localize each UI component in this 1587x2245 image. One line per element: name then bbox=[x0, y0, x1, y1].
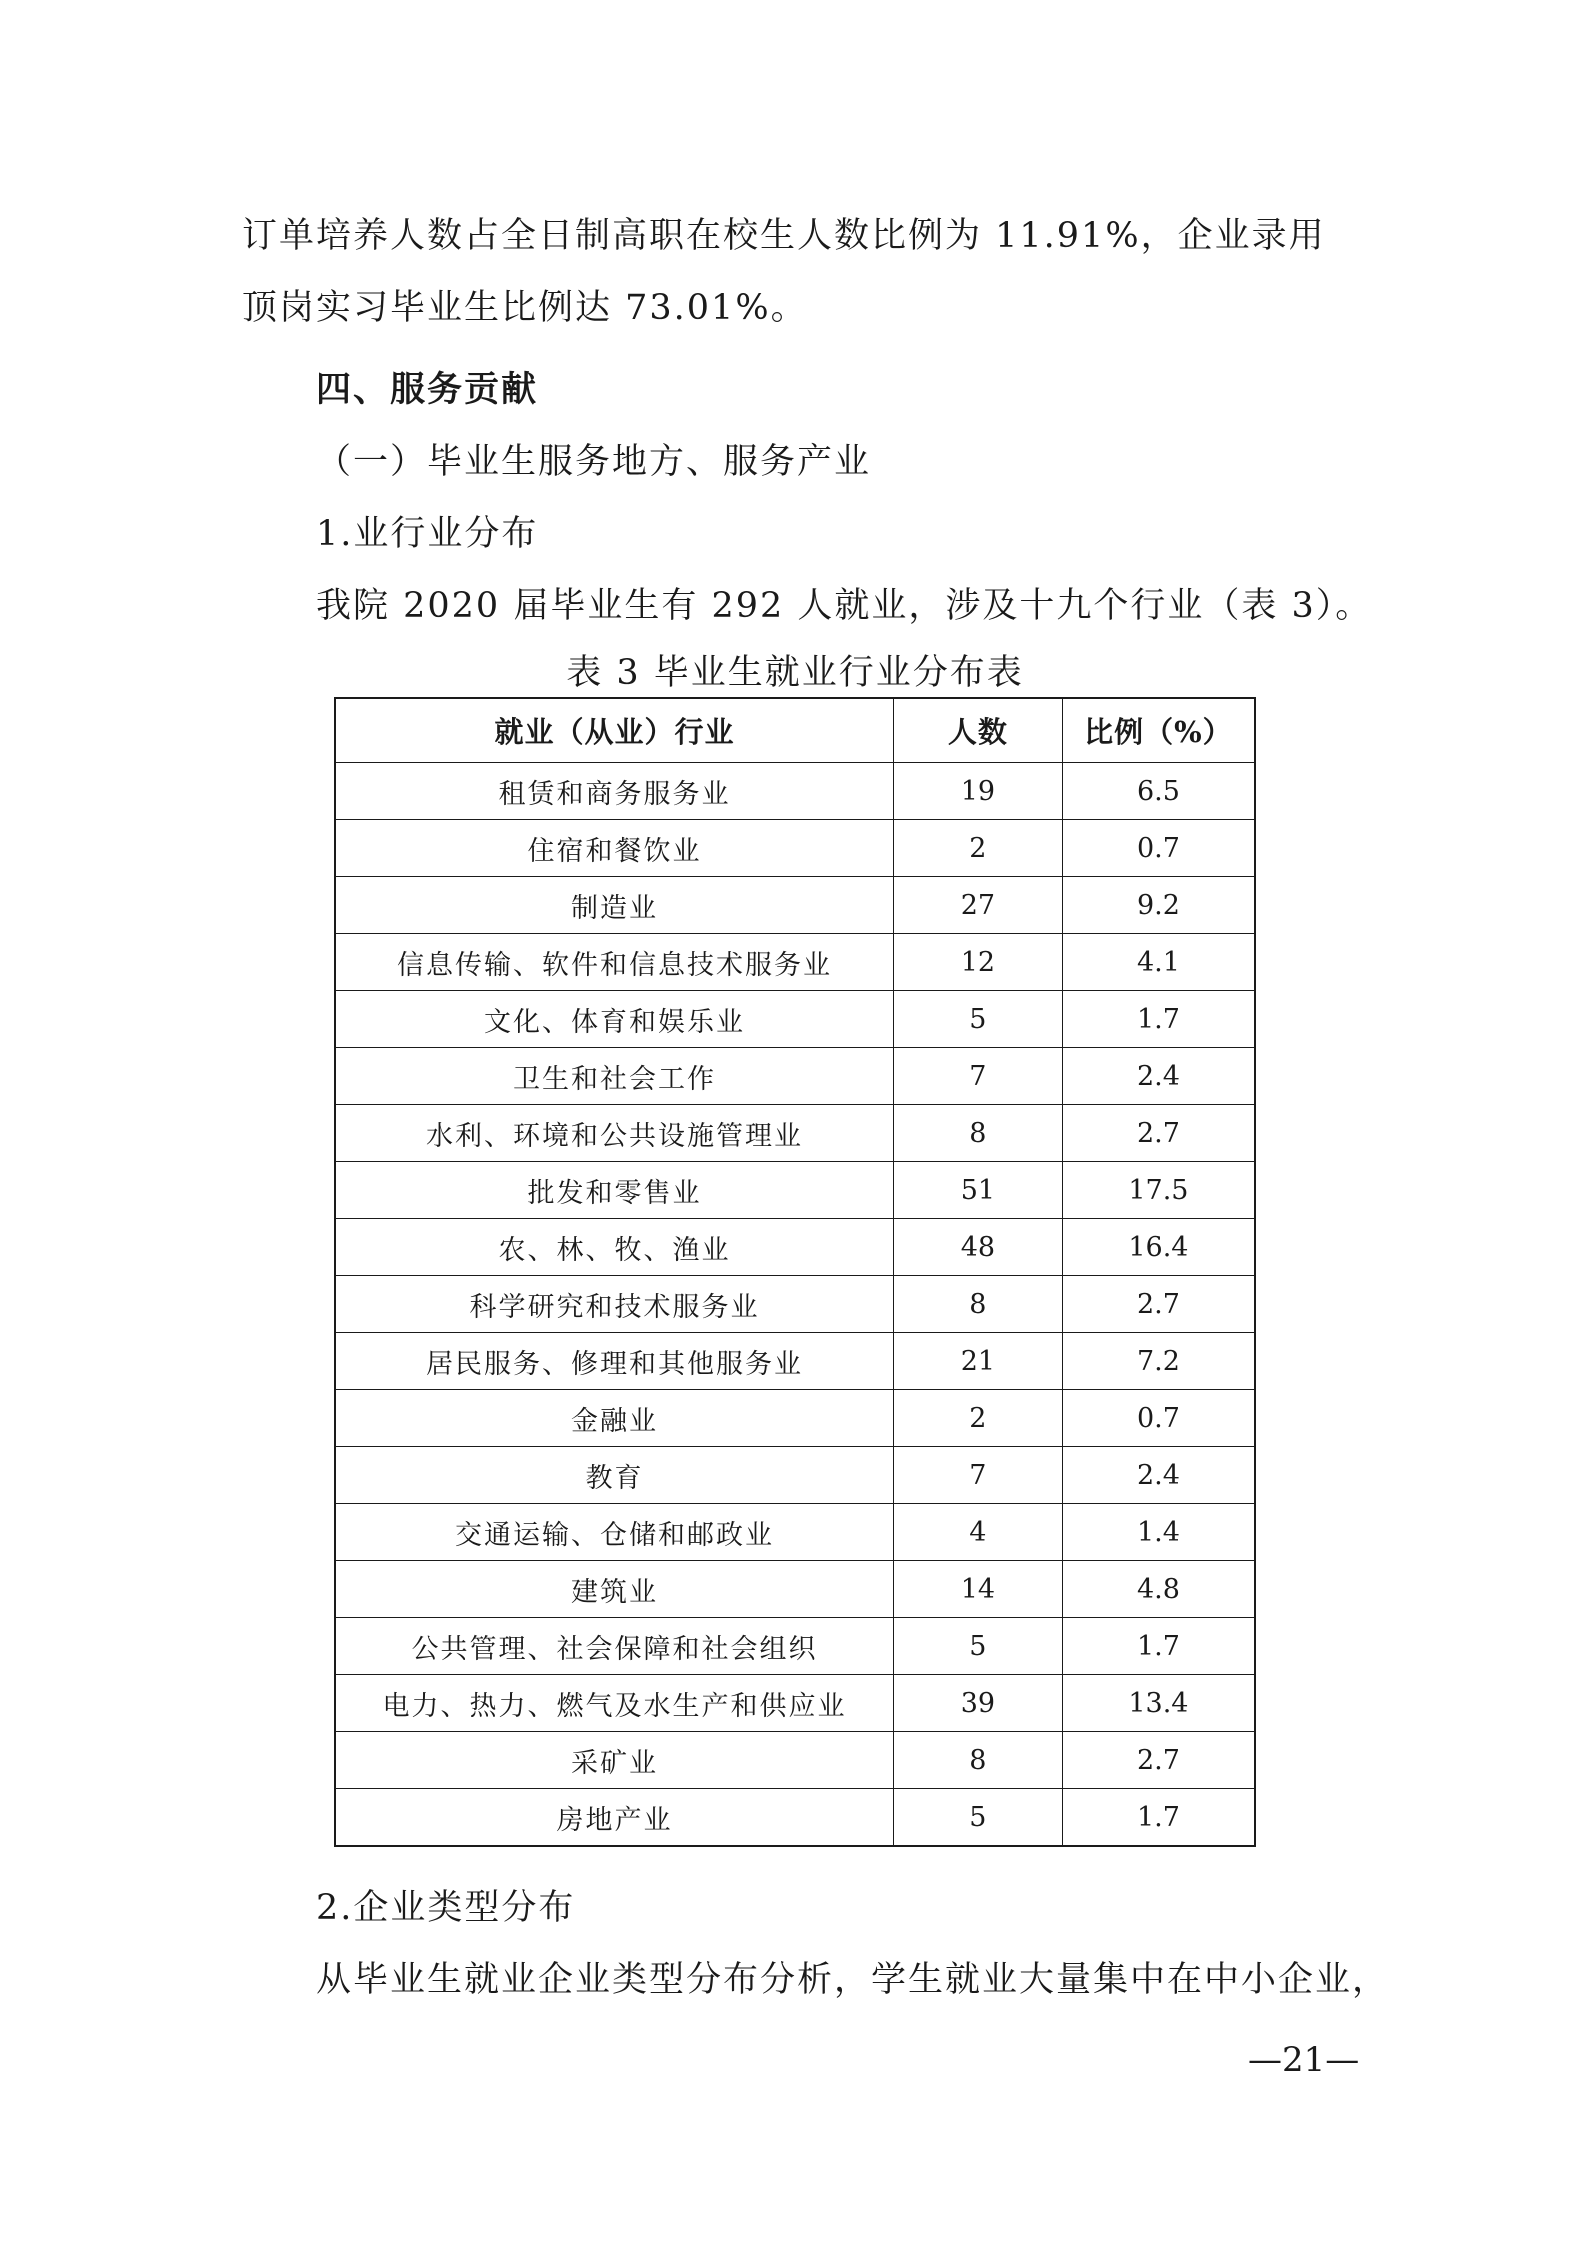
cell-industry: 采矿业 bbox=[335, 1732, 893, 1789]
table-row bbox=[335, 991, 1255, 1048]
cell-ratio: 0.7 bbox=[1062, 1390, 1255, 1447]
cell-ratio: 2.4 bbox=[1062, 1447, 1255, 1504]
table-row bbox=[335, 1732, 1255, 1789]
table-row bbox=[335, 1390, 1255, 1447]
cell-industry: 农、林、牧、渔业 bbox=[335, 1219, 893, 1276]
table-header-row bbox=[335, 698, 1255, 763]
table-row bbox=[335, 1219, 1255, 1276]
subsection-heading: （一）毕业生服务地方、服务产业 bbox=[316, 442, 872, 482]
cell-industry: 租赁和商务服务业 bbox=[335, 763, 893, 820]
cell-ratio: 2.4 bbox=[1062, 1048, 1255, 1105]
cell-count: 2 bbox=[893, 1390, 1062, 1447]
cell-count: 4 bbox=[893, 1504, 1062, 1561]
cell-count: 48 bbox=[893, 1219, 1062, 1276]
cell-ratio: 4.1 bbox=[1062, 934, 1255, 991]
table-row bbox=[335, 1276, 1255, 1333]
cell-ratio: 2.7 bbox=[1062, 1105, 1255, 1162]
cell-industry: 居民服务、修理和其他服务业 bbox=[335, 1333, 893, 1390]
table-row bbox=[335, 1048, 1255, 1105]
intro-paragraph: 订单培养人数占全日制高职在校生人数比例为 11.91%，企业录用顶岗实习毕业生比例达 73.01%。 bbox=[242, 216, 1326, 328]
section-heading: 四、服务贡献 bbox=[316, 369, 539, 410]
item2-text: 从毕业生就业企业类型分布分析，学生就业大量集中在中小企业， bbox=[316, 1960, 1390, 2000]
cell-industry: 信息传输、软件和信息技术服务业 bbox=[335, 934, 893, 991]
table-body bbox=[335, 763, 1255, 1847]
cell-count: 19 bbox=[893, 763, 1062, 820]
cell-ratio: 2.7 bbox=[1062, 1276, 1255, 1333]
cell-industry: 水利、环境和公共设施管理业 bbox=[335, 1105, 893, 1162]
table-row bbox=[335, 1789, 1255, 1847]
table-row bbox=[335, 763, 1255, 820]
cell-industry: 住宿和餐饮业 bbox=[335, 820, 893, 877]
table-row bbox=[335, 1333, 1255, 1390]
cell-ratio: 0.7 bbox=[1062, 820, 1255, 877]
cell-ratio: 7.2 bbox=[1062, 1333, 1255, 1390]
cell-count: 12 bbox=[893, 934, 1062, 991]
cell-ratio: 1.7 bbox=[1062, 1789, 1255, 1847]
table-caption: 表 3 毕业生就业行业分布表 bbox=[566, 653, 1024, 693]
cell-industry: 房地产业 bbox=[335, 1789, 893, 1847]
cell-ratio: 1.7 bbox=[1062, 991, 1255, 1048]
cell-count: 8 bbox=[893, 1732, 1062, 1789]
cell-count: 5 bbox=[893, 991, 1062, 1048]
cell-industry: 公共管理、社会保障和社会组织 bbox=[335, 1618, 893, 1675]
header-ratio: 比例（%） bbox=[1062, 698, 1255, 763]
cell-ratio: 16.4 bbox=[1062, 1219, 1255, 1276]
table-row bbox=[335, 934, 1255, 991]
table-row bbox=[335, 1504, 1255, 1561]
table-row bbox=[335, 1447, 1255, 1504]
cell-industry: 文化、体育和娱乐业 bbox=[335, 991, 893, 1048]
industry-distribution-table bbox=[334, 697, 1256, 1847]
header-industry: 就业（从业）行业 bbox=[335, 698, 893, 763]
cell-count: 14 bbox=[893, 1561, 1062, 1618]
cell-industry: 卫生和社会工作 bbox=[335, 1048, 893, 1105]
table-row bbox=[335, 1618, 1255, 1675]
cell-industry: 教育 bbox=[335, 1447, 893, 1504]
table-row bbox=[335, 1561, 1255, 1618]
item1-text: 我院 2020 届毕业生有 292 人就业，涉及十九个行业（表 3）。 bbox=[316, 586, 1373, 626]
header-count: 人数 bbox=[893, 698, 1062, 763]
cell-count: 2 bbox=[893, 820, 1062, 877]
cell-industry: 电力、热力、燃气及水生产和供应业 bbox=[335, 1675, 893, 1732]
cell-ratio: 1.7 bbox=[1062, 1618, 1255, 1675]
cell-ratio: 2.7 bbox=[1062, 1732, 1255, 1789]
item1-heading: 1.业行业分布 bbox=[316, 514, 539, 554]
table-row bbox=[335, 1162, 1255, 1219]
cell-industry: 科学研究和技术服务业 bbox=[335, 1276, 893, 1333]
cell-ratio: 17.5 bbox=[1062, 1162, 1255, 1219]
cell-industry: 交通运输、仓储和邮政业 bbox=[335, 1504, 893, 1561]
cell-count: 7 bbox=[893, 1447, 1062, 1504]
table-row bbox=[335, 1105, 1255, 1162]
cell-industry: 制造业 bbox=[335, 877, 893, 934]
cell-industry: 批发和零售业 bbox=[335, 1162, 893, 1219]
cell-count: 5 bbox=[893, 1789, 1062, 1847]
table-row bbox=[335, 877, 1255, 934]
cell-count: 5 bbox=[893, 1618, 1062, 1675]
cell-industry: 金融业 bbox=[335, 1390, 893, 1447]
cell-ratio: 9.2 bbox=[1062, 877, 1255, 934]
cell-ratio: 1.4 bbox=[1062, 1504, 1255, 1561]
page-number: —21— bbox=[1248, 2040, 1360, 2080]
cell-count: 27 bbox=[893, 877, 1062, 934]
cell-ratio: 6.5 bbox=[1062, 763, 1255, 820]
table-row bbox=[335, 1675, 1255, 1732]
cell-count: 51 bbox=[893, 1162, 1062, 1219]
cell-count: 8 bbox=[893, 1276, 1062, 1333]
cell-count: 39 bbox=[893, 1675, 1062, 1732]
cell-industry: 建筑业 bbox=[335, 1561, 893, 1618]
cell-count: 7 bbox=[893, 1048, 1062, 1105]
cell-count: 21 bbox=[893, 1333, 1062, 1390]
cell-ratio: 13.4 bbox=[1062, 1675, 1255, 1732]
cell-count: 8 bbox=[893, 1105, 1062, 1162]
cell-ratio: 4.8 bbox=[1062, 1561, 1255, 1618]
table-row bbox=[335, 820, 1255, 877]
item2-heading: 2.企业类型分布 bbox=[316, 1888, 576, 1928]
